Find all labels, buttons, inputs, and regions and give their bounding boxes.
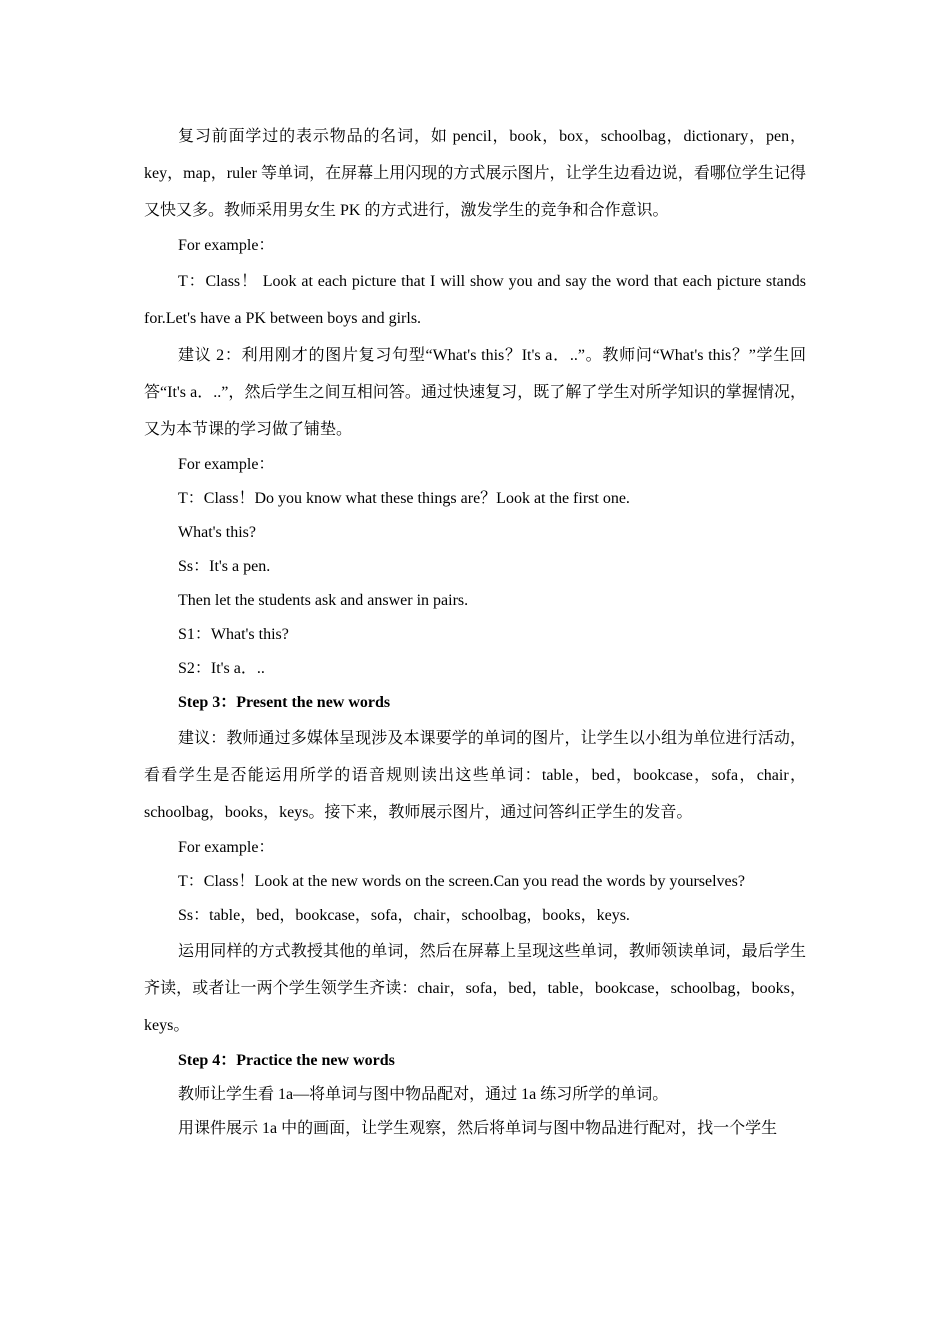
paragraph-its-a-pen: Ss：It's a pen. — [178, 558, 271, 575]
paragraph-students-read: Ss：table，bed，bookcase，sofa，chair，schoolbag，books，keys. — [178, 907, 630, 924]
paragraph-teacher-question: T：Class！Do you know what these things are？Look at the first one. — [178, 490, 630, 507]
heading-step-4: Step 4：Practice the new words — [178, 1052, 395, 1069]
paragraph-for-example-2: For example： — [178, 456, 275, 473]
heading-step-3: Step 3：Present the new words — [178, 694, 391, 711]
paragraph-review-nouns: 复习前面学过的表示物品的名词，如 pencil，book，box，schoolbag，dictionary，pen，key，map，ruler 等单词，在屏幕上用闪现的方式展示图片，让学生边看边说，看哪位学生记得又快又多。教师采用男女生 PK 的方式进行，激发学生的竞争和合作意识。 — [144, 128, 806, 219]
paragraph-whats-this: What's this? — [178, 524, 256, 541]
paragraph-courseware-1a: 用课件展示 1a 中的画面，让学生观察，然后将单词与图中物品进行配对，找一个学生 — [178, 1120, 778, 1137]
paragraph-teacher-screen: T：Class！Look at the new words on the screen.Can you read the words by yourselves? — [178, 873, 745, 890]
paragraph-s1: S1：What's this? — [178, 626, 289, 643]
paragraph-same-method: 运用同样的方式教授其他的单词，然后在屏幕上呈现这些单词，教师领读单词，最后学生齐读，或者让一两个学生领学生齐读：chair，sofa，bed，table，bookcase，schoolbag，books，keys。 — [144, 943, 806, 1034]
paragraph-suggestion-new-words: 建议：教师通过多媒体呈现涉及本课要学的单词的图片，让学生以小组为单位进行活动，看看学生是否能运用所学的语音规则读出这些单词：table，bed，bookcase，sofa，chair，schoolbag，books，keys。接下来，教师展示图片，通过问答纠正学生的发音。 — [144, 730, 806, 821]
document-body — [144, 118, 806, 1146]
paragraph-pairs-instruction: Then let the students ask and answer in pairs. — [178, 592, 469, 609]
paragraph-for-example-3: For example： — [178, 839, 275, 856]
paragraph-look-at-1a: 教师让学生看 1a—将单词与图中物品配对，通过 1a 练习所学的单词。 — [178, 1086, 669, 1103]
paragraph-for-example-1: For example： — [178, 237, 275, 254]
paragraph-s2: S2：It's a．.. — [178, 660, 265, 677]
paragraph-suggestion-2: 建议 2：利用刚才的图片复习句型“What's this？It's a．..”。教师问“What's this？”学生回答“It's a．..”，然后学生之间互相问答。通过快速复习，既了解了学生对所学知识的掌握情况，又为本节课的学习做了铺垫。 — [144, 347, 806, 438]
paragraph-teacher-pk: T：Class！ Look at each picture that I will show you and say the word that each picture stands for.Let's have a PK between boys and girls. — [144, 273, 806, 327]
